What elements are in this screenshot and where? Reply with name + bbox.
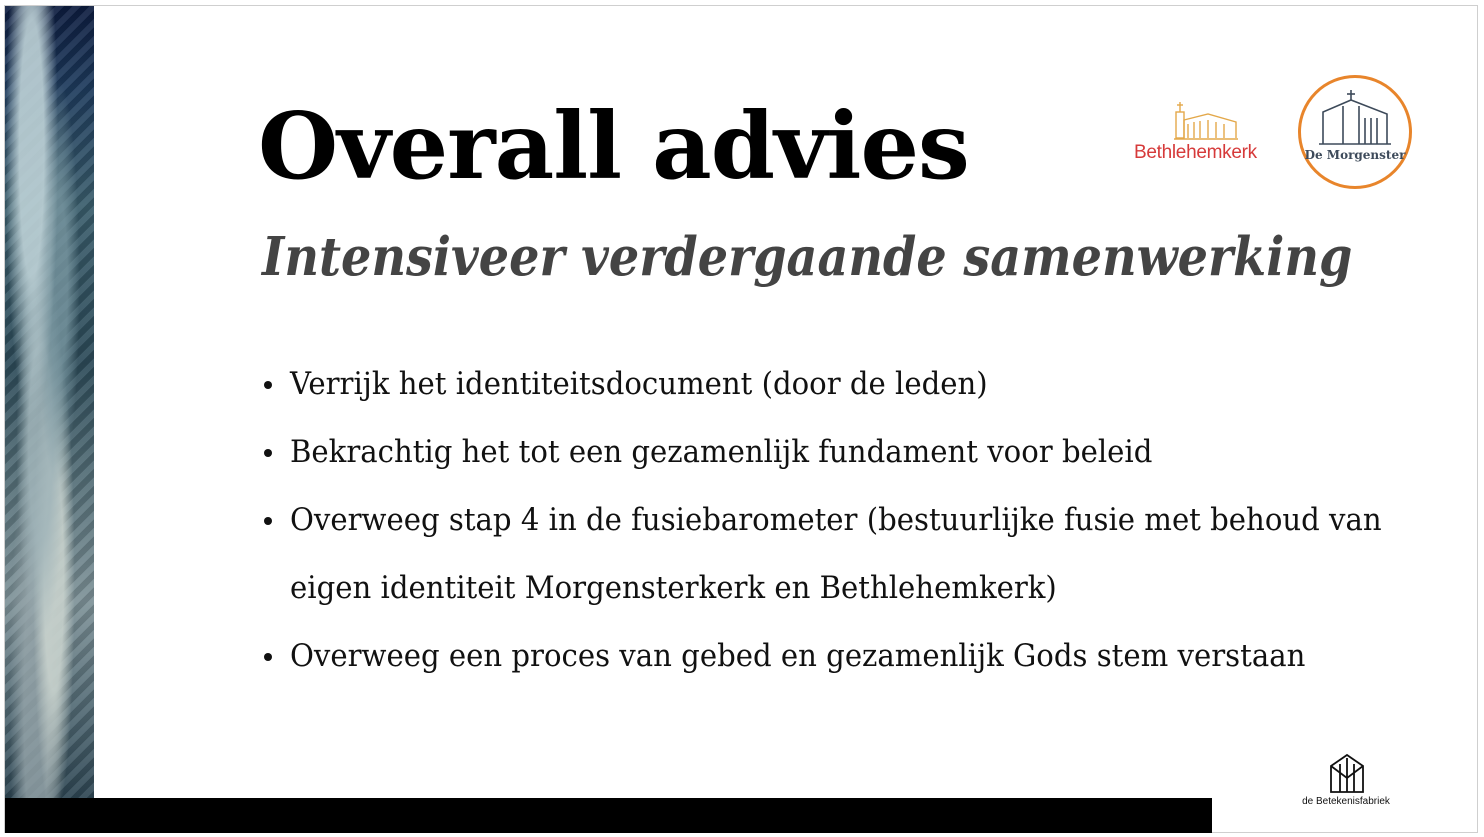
church-icon bbox=[1319, 88, 1391, 146]
de-morgenster-logo bbox=[1298, 75, 1412, 189]
betekenisfabriek-logo-label: de Betekenisfabriek bbox=[1302, 796, 1390, 807]
bullet-text: Bekrachtig het tot een gezamenlijk fundament voor beleid bbox=[290, 434, 1153, 470]
church-building-icon bbox=[1174, 100, 1239, 142]
bullet-text: Overweeg een proces van gebed en gezamenlijk Gods stem verstaan bbox=[290, 638, 1306, 674]
bullet-text: Verrijk het identiteitsdocument (door de leden) bbox=[290, 366, 988, 402]
bullet-dot bbox=[264, 653, 272, 661]
house-logo-icon bbox=[1328, 752, 1366, 794]
bullet-text: Overweeg stap 4 in de fusiebarometer (bestuurlijke fusie met behoud van eigen identiteit Morgensterkerk en Bethlehemkerk) bbox=[290, 502, 1382, 606]
betekenisfabriek-logo bbox=[1296, 752, 1396, 812]
side-photo-strip bbox=[5, 6, 94, 800]
bullet-dot bbox=[264, 517, 272, 525]
de-morgenster-logo-label: De Morgenster bbox=[1304, 148, 1406, 162]
bullet-item bbox=[262, 418, 1412, 486]
bullet-dot bbox=[264, 449, 272, 457]
bullet-item bbox=[262, 622, 1412, 690]
bullet-list bbox=[262, 350, 1412, 690]
bullet-item bbox=[262, 486, 1412, 622]
bethlehemkerk-logo bbox=[1134, 100, 1279, 166]
bullet-dot bbox=[264, 381, 272, 389]
bethlehemkerk-logo-label: Bethlehemkerk bbox=[1134, 142, 1257, 163]
slide-title: Overall advies bbox=[258, 92, 969, 200]
slide-subtitle: Intensiveer verdergaande samenwerking bbox=[262, 226, 1353, 288]
bullet-item bbox=[262, 350, 1412, 418]
bottom-bar bbox=[5, 798, 1212, 833]
